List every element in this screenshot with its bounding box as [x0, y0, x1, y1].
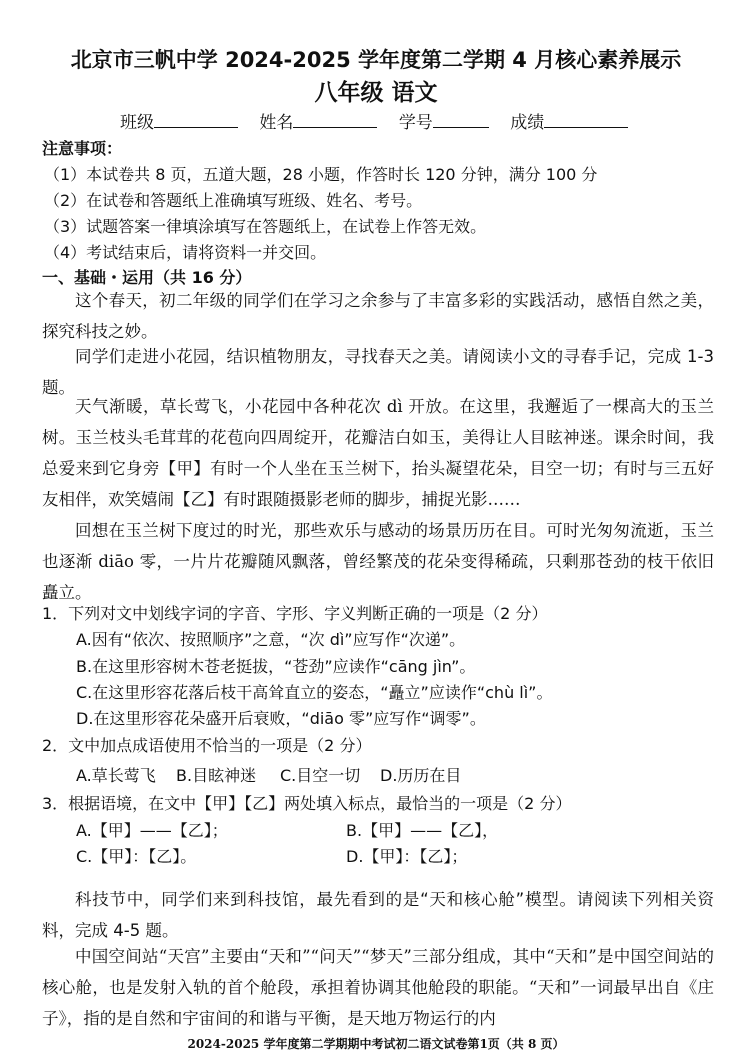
- option-c[interactable]: C.【甲】：【乙】。: [76, 847, 197, 866]
- section-instruction: 同学们走进小花园，结识植物朋友，寻找春天之美。请阅读小文的寻春手记，完成 1-3 题。: [42, 347, 714, 397]
- exam-subtitle: 八年级 语文: [314, 80, 438, 106]
- option-d[interactable]: D.【甲】：【乙】；: [346, 847, 468, 866]
- page-footer: 2024-2025 学年度第二学期期中考试初二语文试卷第1页（共 8 页）: [187, 1037, 565, 1051]
- section-instruction: 科技节中，同学们来到科技馆，最先看到的是“天和核心舱”模型。请阅读下列相关资料，完成 4-5 题。: [42, 890, 714, 940]
- section-intro: 这个春天，初二年级的同学们在学习之余参与了丰富多彩的实践活动，感悟自然之美，探究科技之妙。: [42, 291, 714, 341]
- option-d[interactable]: D.历历在目: [380, 766, 462, 785]
- question-stem: 3．根据语境，在文中【甲】【乙】两处填入标点，最恰当的一项是（2 分）: [42, 794, 572, 813]
- option-a[interactable]: A.草长莺飞: [76, 766, 156, 785]
- option-b[interactable]: B.在这里形容树木苍老挺拔，“苍劲”应读作“cāng jìn”。: [76, 657, 476, 676]
- option-d[interactable]: D.在这里形容花朵盛开后衰败，“diāo 零”应写作“调零”。: [76, 709, 486, 728]
- section-heading: 一、基础・运用（共 16 分）: [42, 268, 252, 287]
- reading-passage: 天气渐暖，草长莺飞，小花园中各种花次 dì 开放。在这里，我邂逅了一棵高大的玉兰树。玉兰枝头毛茸茸的花苞向四周绽开，花瓣洁白如玉，美得让人目眩神迷。课余时间，我总爱来到它身旁【甲】有时一个人坐在玉兰树下，抬头凝望花朵，目空一切；有时与三五好友相伴，欢笑嬉闹【乙】有时跟随摄影老师的脚步，捕捉光影……: [42, 397, 714, 509]
- question-stem: 2．文中加点成语使用不恰当的一项是（2 分）: [42, 736, 372, 755]
- option-b[interactable]: B.【甲】——【乙】，: [346, 821, 499, 840]
- exam-title: 北京市三帆中学 2024-2025 学年度第二学期 4 月核心素养展示: [70, 48, 682, 72]
- option-a[interactable]: A.因有“依次、按照顺序”之意，“次 dì”应写作“次递”。: [76, 630, 466, 649]
- option-c[interactable]: C.目空一切: [280, 766, 361, 785]
- notice-item: （2）在试卷和答题纸上准确填写班级、姓名、考号。: [44, 191, 423, 210]
- student-info-fields: [120, 108, 634, 133]
- notice-heading: 注意事项：: [42, 139, 123, 158]
- notice-item: （3）试题答案一律填涂填写在答题纸上，在试卷上作答无效。: [44, 217, 487, 236]
- question-stem: 1．下列对文中划线字词的字音、字形、字义判断正确的一项是（2 分）: [42, 604, 548, 623]
- notice-item: （1）本试卷共 8 页，五道大题，28 小题，作答时长 120 分钟，满分 100 分: [44, 165, 598, 184]
- option-c[interactable]: C.在这里形容花落后枝干高耸直立的姿态，“矗立”应读作“chù lì”。: [76, 683, 553, 702]
- reading-passage: 中国空间站“天宫”主要由“天和”“问天”“梦天”三部分组成，其中“天和”是中国空间站的核心舱，也是发射入轨的首个舱段，承担着协调其他舱段的职能。“天和”一词最早出自《庄子》，指的是自然和宇宙间的和谐与平衡，是天地万物运行的内: [42, 947, 714, 1028]
- option-a[interactable]: A.【甲】——【乙】；: [76, 821, 228, 840]
- reading-passage: 回想在玉兰树下度过的时光，那些欢乐与感动的场景历历在目。可时光匆匆流逝，玉兰也逐渐 diāo 零，一片片花瓣随风飘落，曾经繁茂的花朵变得稀疏，只剩那苍劲的枝干依旧矗立。: [42, 521, 714, 602]
- option-b[interactable]: B.目眩神迷: [176, 766, 257, 785]
- class-field[interactable]: 班级: [120, 108, 238, 133]
- notice-item: （4）考试结束后，请将资料一并交回。: [44, 243, 327, 262]
- score-field[interactable]: 成绩: [510, 108, 628, 133]
- student-number-field[interactable]: 学号: [399, 108, 489, 133]
- name-field[interactable]: 姓名: [259, 108, 377, 133]
